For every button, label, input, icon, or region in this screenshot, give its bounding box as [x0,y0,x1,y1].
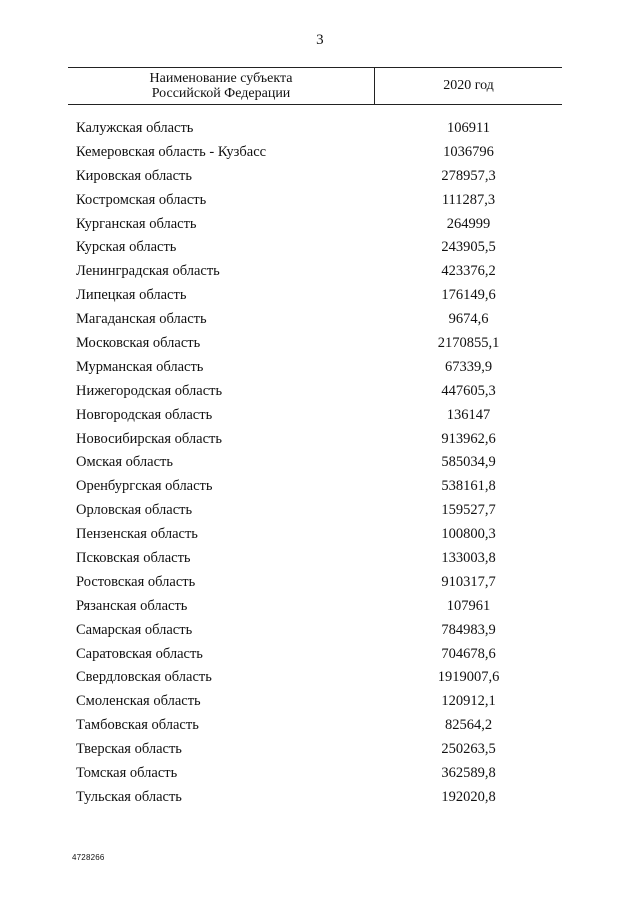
region-name: Нижегородская область [76,382,223,399]
region-name: Новгородская область [76,406,213,423]
region-name: Тульская область [76,788,182,805]
region-value: 362589,8 [441,765,496,782]
region-value: 82564,2 [444,717,493,734]
region-value: 704678,6 [441,645,496,662]
region-name: Московская область [76,335,201,352]
table-row [0,429,640,453]
table-row [0,190,640,214]
table-row [0,763,640,787]
table-row [0,357,640,381]
table-row [0,261,640,285]
table-row [0,715,640,739]
document-code: 4728266 [72,853,105,862]
table-row [0,620,640,644]
region-value: 264999 [446,215,491,232]
region-name: Смоленская область [76,693,201,710]
region-value: 176149,6 [441,287,496,304]
region-name: Томская область [76,765,178,782]
table-row [0,596,640,620]
table-row [0,166,640,190]
region-value: 159527,7 [441,502,496,519]
region-name: Курская область [76,239,177,256]
region-value: 106911 [447,120,490,136]
region-name: Кировская область [76,167,193,184]
table-row [0,405,640,429]
region-name: Костромская область [76,191,207,208]
table-row [0,237,640,261]
region-value: 278957,3 [441,167,496,184]
region-value: 913962,6 [441,430,496,447]
table-row [0,500,640,524]
region-value: 120912,1 [441,693,496,710]
region-name: Курганская область [76,215,197,232]
table-row [0,667,640,691]
region-value: 250263,5 [441,741,496,758]
page-number: 3 [316,32,324,48]
region-name: Самарская область [76,621,193,638]
table-row [0,142,640,166]
region-name: Псковская область [76,550,191,567]
region-name: Тамбовская область [76,717,199,734]
region-value: 136147 [446,406,491,423]
region-value: 423376,2 [441,263,496,280]
region-value: 447605,3 [441,382,496,399]
region-name: Ленинградская область [76,263,220,280]
region-name: Калужская область [76,120,194,136]
table-body [0,118,640,811]
region-name: Саратовская область [76,645,203,662]
table-row [0,691,640,715]
region-value: 585034,9 [441,454,496,471]
region-value: 192020,8 [441,788,496,805]
table-row [0,476,640,500]
region-name: Пензенская область [76,526,198,543]
region-name: Оренбургская область [76,478,213,495]
table-row [0,214,640,238]
region-value: 9674,6 [448,311,489,328]
table-row [0,739,640,763]
region-name: Омская область [76,454,173,471]
region-value: 133003,8 [441,550,496,567]
region-name: Свердловская область [76,669,212,686]
table-row [0,644,640,668]
region-name: Новосибирская область [76,430,222,447]
region-name: Тверская область [76,741,182,758]
region-name: Орловская область [76,502,193,519]
region-value: 910317,7 [441,573,496,590]
table-row [0,285,640,309]
region-value: 538161,8 [441,478,496,495]
region-value: 243905,5 [441,239,496,256]
table-header [68,67,562,105]
region-value: 107961 [446,597,491,614]
region-value: 784983,9 [441,621,496,638]
region-value: 1919007,6 [437,669,500,686]
table-row [0,548,640,572]
region-value: 111287,3 [441,191,496,208]
table-row [0,452,640,476]
table-row [0,524,640,548]
region-name: Ростовская область [76,573,196,590]
column-header-region-line1: Наименование субъекта [149,71,293,86]
region-name: Магаданская область [76,311,207,328]
table-row [0,333,640,357]
column-header-year: 2020 год [443,78,494,93]
column-header-region-line2: Российской Федерации [151,86,291,101]
region-value: 67339,9 [444,358,493,375]
table-row [0,381,640,405]
region-value: 2170855,1 [437,335,500,352]
region-name: Мурманская область [76,358,204,375]
region-name: Кемеровская область - Кузбасс [76,143,267,160]
table-row [0,787,640,811]
region-value: 1036796 [443,143,494,160]
table-row [0,309,640,333]
table-row [0,572,640,596]
region-value: 100800,3 [441,526,496,543]
region-name: Липецкая область [76,287,187,304]
column-header-region [68,71,374,101]
region-name: Рязанская область [76,597,188,614]
table-row [0,118,640,142]
